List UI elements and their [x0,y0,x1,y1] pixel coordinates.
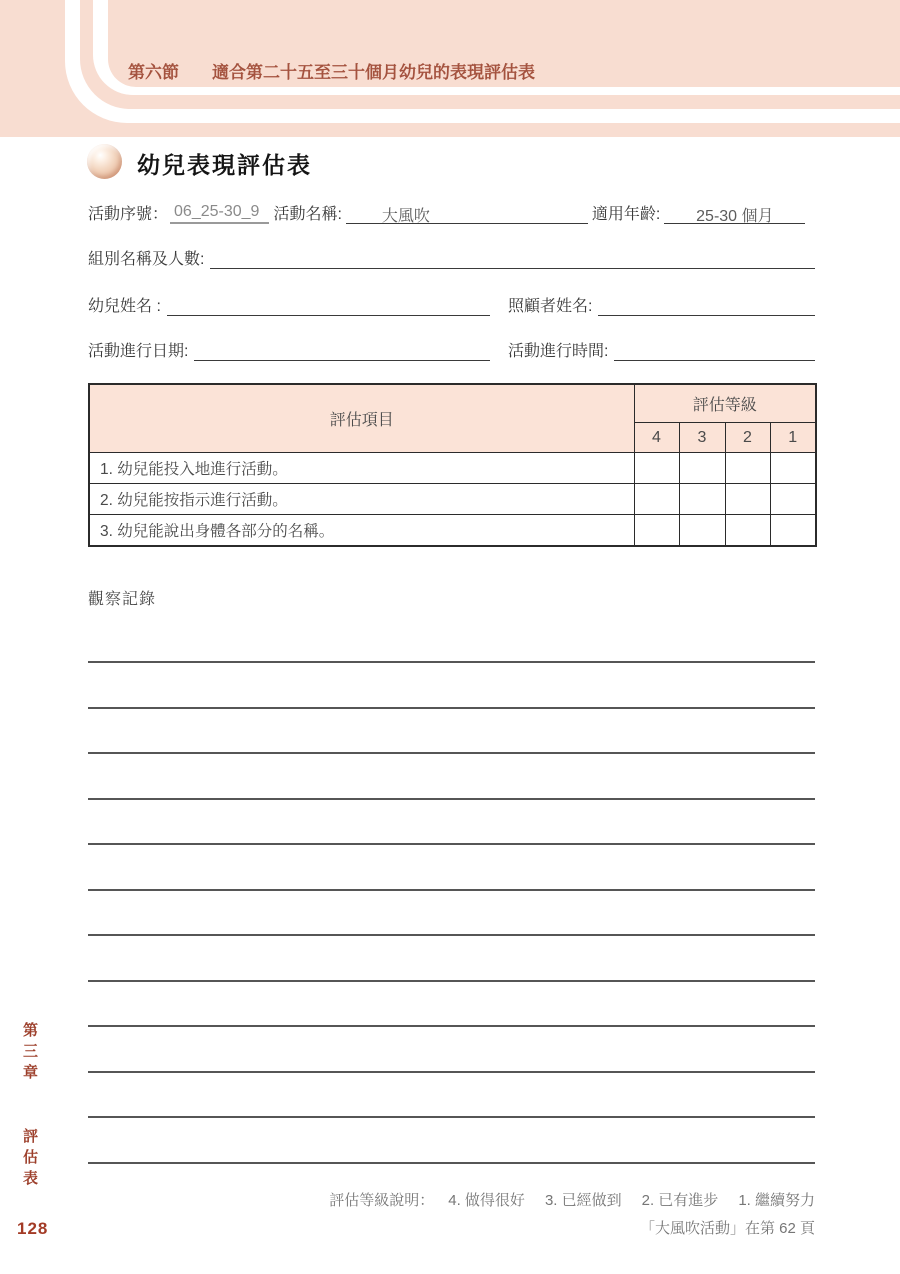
score-cell[interactable] [634,453,679,484]
section-number: 第六節 [128,63,179,82]
score-cell[interactable] [725,484,770,515]
rating-legend [329,1189,815,1210]
sphere-bullet-icon [87,144,122,179]
rating-level-3: 3 [679,423,725,453]
score-cell[interactable] [770,453,816,484]
page-number: 128 [17,1219,49,1238]
child-name-label: 幼兒姓名 : [88,298,161,315]
chapter-label: 第三章 [21,1022,38,1085]
ruled-line[interactable] [88,934,815,936]
score-cell[interactable] [725,515,770,547]
date-label: 活動進行日期: [88,343,189,360]
ruled-line[interactable] [88,707,815,709]
caregiver-field[interactable] [598,295,815,316]
activity-no-label: 活動序號： [88,206,169,223]
rating-level-2: 2 [725,423,770,453]
score-cell[interactable] [725,453,770,484]
rating-level-1: 1 [770,423,816,453]
item-text: 2. 幼兒能按指示進行活動。 [89,484,634,515]
form-row-group [88,246,815,269]
group-field[interactable] [210,248,815,269]
time-field[interactable] [614,340,815,361]
score-cell[interactable] [770,484,816,515]
section-header [128,58,535,83]
activity-name-label: 活動名稱: [273,206,342,223]
item-column-header: 評估項目 [89,384,634,453]
ruled-line[interactable] [88,1071,815,1073]
ruled-line[interactable] [88,798,815,800]
header-band [0,0,900,137]
score-cell[interactable] [679,484,725,515]
item-text: 1. 幼兒能投入地進行活動。 [89,453,634,484]
score-cell[interactable] [770,515,816,547]
ruled-line[interactable] [88,1162,815,1164]
observation-label: 觀察記錄 [88,591,157,608]
group-label: 組別名稱及人數: [88,251,205,268]
age-label: 適用年齡: [591,206,661,223]
ruled-line[interactable] [88,1025,815,1027]
ruled-line[interactable] [88,1116,815,1118]
form-row-datetime [88,338,815,361]
form-row-names [88,293,815,316]
table-row [89,453,816,484]
table-row [89,515,816,547]
observation-lines [88,661,815,1207]
page-title: 幼兒表現評估表 [137,152,312,178]
legend-item: 3. 已經做到 [544,1192,622,1209]
ruled-line[interactable] [88,980,815,982]
score-cell[interactable] [634,484,679,515]
ruled-line[interactable] [88,752,815,754]
activity-page-reference: 「大風吹活動」在第 62 頁 [639,1220,815,1237]
legend-item: 4. 做得很好 [448,1192,525,1209]
time-label: 活動進行時間: [508,343,609,360]
date-field[interactable] [194,340,490,361]
ruled-line[interactable] [88,843,815,845]
legend-item: 1. 繼續努力 [738,1192,815,1209]
activity-no-value[interactable]: 06_25-30_9 [170,203,269,224]
item-text: 3. 幼兒能說出身體各部分的名稱。 [89,515,634,547]
chapter-sidebar [19,1022,40,1191]
rating-column-header: 評估等級 [634,384,816,423]
rating-table [88,383,817,547]
activity-name-field[interactable]: 大風吹 [346,203,588,224]
age-field[interactable]: 25-30 個月 [664,203,805,224]
score-cell[interactable] [679,515,725,547]
score-cell[interactable] [634,515,679,547]
chapter-section-label: 評估表 [21,1128,38,1191]
section-title: 適合第二十五至三十個月幼兒的表現評估表 [212,63,535,82]
table-row [89,484,816,515]
legend-item: 2. 已有進步 [641,1192,719,1209]
ruled-line[interactable] [88,889,815,891]
form-row-activity [88,201,815,224]
legend-label: 評估等級說明： [329,1192,435,1209]
child-name-field[interactable] [167,295,490,316]
rating-level-4: 4 [634,423,679,453]
ruled-line[interactable] [88,661,815,663]
score-cell[interactable] [679,453,725,484]
caregiver-label: 照顧者姓名: [508,298,593,315]
